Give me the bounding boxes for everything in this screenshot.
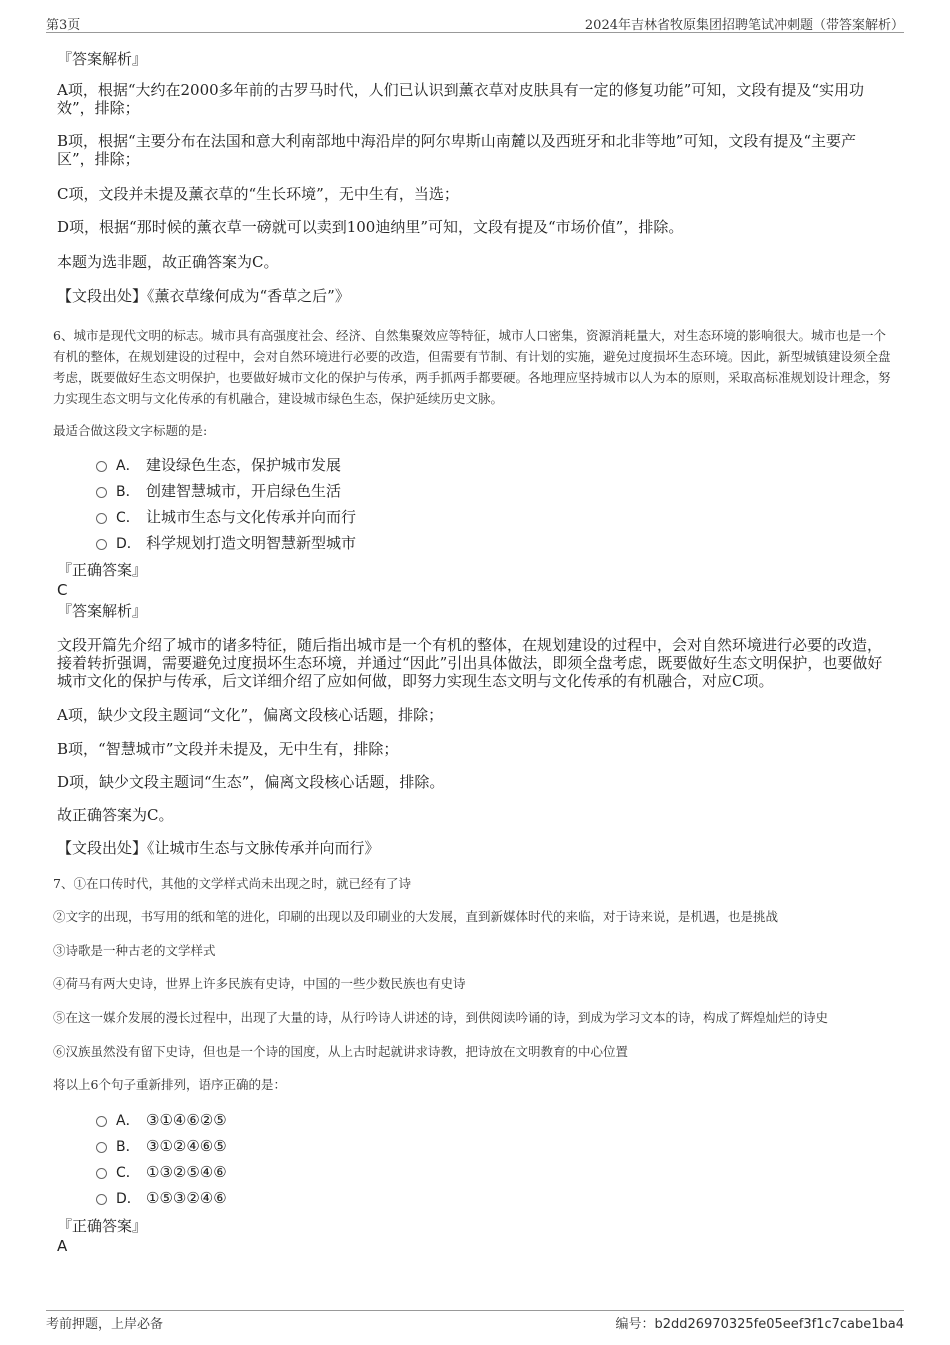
footer-divider (46, 1310, 904, 1311)
q6-question: 最适合做这段文字标题的是: (53, 423, 208, 438)
q5-analysis-line: B项，根据“主要分布在法国和意大利南部地中海沿岸的阿尔卑斯山南麓以及西班牙和北非等地”可知，文段有提及“主要产区”，排除； (57, 132, 857, 168)
footer-slogan: 考前押题，上岸必备 (46, 1317, 164, 1332)
radio-icon[interactable] (96, 513, 107, 524)
q7-sentence: ⑤在这一媒介发展的漫长过程中，出现了大量的诗，从行吟诗人讲述的诗，到供阅读吟诵的诗，到成为学习文本的诗，构成了辉煌灿烂的诗史 (53, 1010, 829, 1025)
q7-answer-label: 『正确答案』 (57, 1217, 148, 1235)
radio-icon[interactable] (96, 1168, 107, 1179)
q6-analysis-line: D项，缺少文段主题词“生态”，偏离文段核心话题，排除。 (57, 773, 445, 791)
page-footer (46, 1313, 904, 1331)
q6-answer: C (57, 581, 68, 599)
header-divider (46, 32, 904, 33)
q7-option-d[interactable]: D． ①⑤③②④⑥ (96, 1189, 227, 1208)
radio-icon[interactable] (96, 1116, 107, 1127)
q7-option-a[interactable]: A． ③①④⑥②⑤ (96, 1111, 227, 1130)
radio-icon[interactable] (96, 487, 107, 498)
q6-option-d[interactable]: D． 科学规划打造文明智慧新型城市 (96, 534, 356, 553)
q7-question: 将以上6个句子重新排列，语序正确的是： (53, 1077, 286, 1092)
q7-sentence: 7、①在口传时代，其他的文学样式尚未出现之时，就已经有了诗 (53, 876, 411, 891)
radio-icon[interactable] (96, 1194, 107, 1205)
document-title: 2024年吉林省牧原集团招聘笔试冲刺题（带答案解析） (584, 18, 904, 33)
q6-analysis-line: B项，“智慧城市”文段并未提及，无中生有，排除； (57, 740, 399, 758)
q7-option-c[interactable]: C． ①③②⑤④⑥ (96, 1163, 227, 1182)
q7-option-b[interactable]: B． ③①②④⑥⑤ (96, 1137, 227, 1156)
radio-icon[interactable] (96, 1142, 107, 1153)
q7-answer: A (57, 1237, 68, 1255)
q5-source: 【文段出处】《薰衣草缘何成为“香草之后”》 (57, 287, 350, 305)
q6-analysis-paragraph: 文段开篇先介绍了城市的诸多特征，随后指出城市是一个有机的整体，在规划建设的过程中，会对自然环境进行必要的改造，接着转折强调，需要避免过度损坏生态环境，并通过“因此”引出具体做法，即须全盘考虑，既要做好生态文明保护，也要做好城市文化的保护与传承，后文详细介绍了应如何做，即努力实现生态文明与文化传承的有机融合，对应C项。 (57, 636, 883, 690)
radio-icon[interactable] (96, 539, 107, 550)
q7-sentence: ⑥汉族虽然没有留下史诗，但也是一个诗的国度，从上古时起就讲求诗教，把诗放在文明教育的中心位置 (53, 1044, 629, 1059)
q7-sentence: ③诗歌是一种古老的文学样式 (53, 943, 216, 958)
radio-icon[interactable] (96, 461, 107, 472)
q6-analysis-line: A项，缺少文段主题词“文化”，偏离文段核心话题，排除； (57, 706, 444, 724)
page-number: 第3页 (46, 18, 81, 33)
q6-option-c[interactable]: C． 让城市生态与文化传承并向而行 (96, 508, 356, 527)
page-header (46, 14, 904, 32)
q5-analysis-line: C项，文段并未提及薰衣草的“生长环境”，无中生有，当选； (57, 185, 459, 203)
q5-conclusion: 本题为选非题，故正确答案为C。 (57, 253, 279, 271)
document-code: 编号：b2dd26970325fe05eef3f1c7cabe1ba4 (615, 1317, 904, 1332)
q7-sentence: ②文字的出现，书写用的纸和笔的进化，印刷的出现以及印刷业的大发展，直到新媒体时代的来临，对于诗来说，是机遇，也是挑战 (53, 909, 779, 924)
q6-analysis-label: 『答案解析』 (57, 602, 148, 620)
q6-option-a[interactable]: A． 建设绿色生态，保护城市发展 (96, 456, 341, 475)
q5-analysis-line: A项，根据“大约在2000多年前的古罗马时代，人们已认识到薰衣草对皮肤具有一定的修复功能”可知，文段有提及“实用功效”，排除； (57, 81, 865, 117)
q7-sentence: ④荷马有两大史诗，世界上许多民族有史诗，中国的一些少数民族也有史诗 (53, 976, 466, 991)
q5-analysis-label: 『答案解析』 (57, 50, 148, 68)
q6-conclusion: 故正确答案为C。 (57, 806, 174, 824)
q6-source: 【文段出处】《让城市生态与文脉传承并向而行》 (57, 839, 380, 857)
q6-option-b[interactable]: B． 创建智慧城市，开启绿色生活 (96, 482, 341, 501)
q6-answer-label: 『正确答案』 (57, 561, 148, 579)
q5-analysis-line: D项，根据“那时候的薰衣草一磅就可以卖到100迪纳里”可知，文段有提及“市场价值”，排除。 (57, 218, 684, 236)
q6-stem: 6、城市是现代文明的标志。城市具有高强度社会、经济、自然集聚效应等特征，城市人口密集，资源消耗量大，对生态环境的影响很大。城市也是一个有机的整体，在规划建设的过程中，会对自然环境进行必要的改造，但需要有节制、有计划的实施，避免过度损坏生态环境。因此，新型城镇建设须全盘考虑，既要做好生态文明保护，也要做好城市文化的保护与传承，两手抓两手都要硬。各地理应坚持城市以人为本的原则，采取高标准规划设计理念，努力实现生态文明与文化传承的有机融合，建设城市绿色生态，保护延续历史文脉。 (53, 328, 891, 406)
